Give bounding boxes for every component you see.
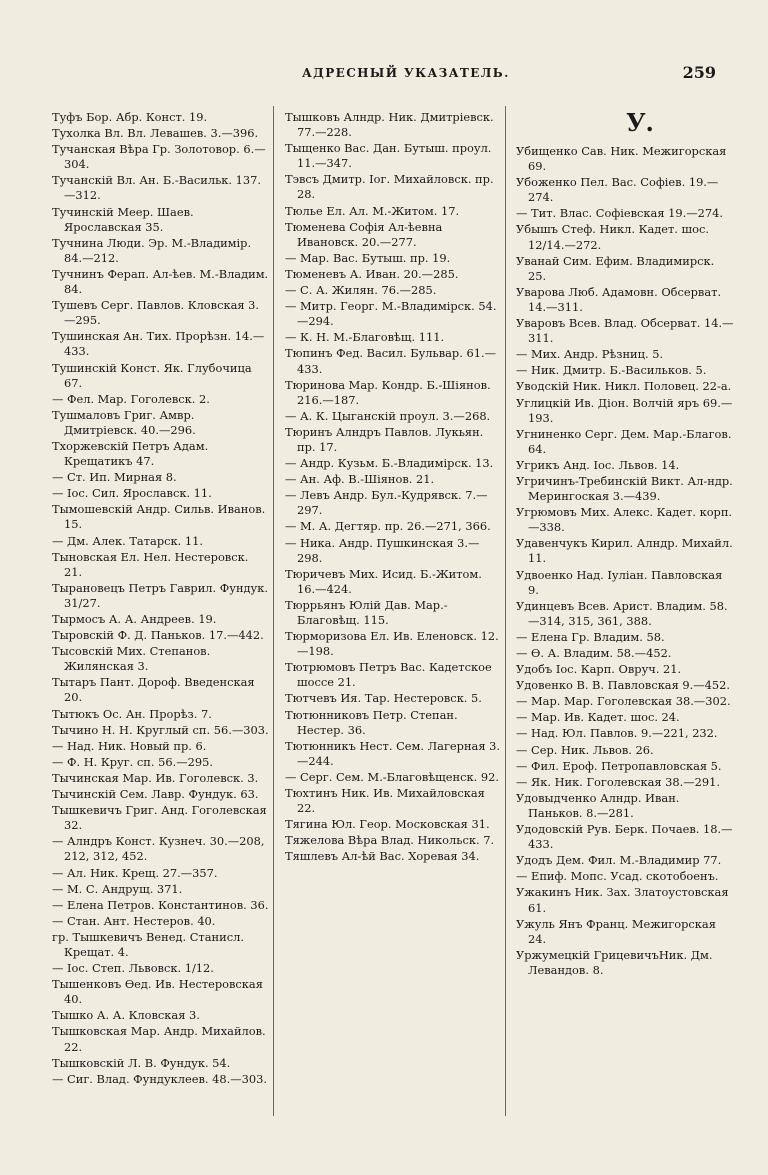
directory-entry: Тышковскій Л. В. Фундук. 54. xyxy=(52,1055,231,1070)
directory-entry: Тюлье Ел. Ал. М.-Житом. 17. xyxy=(285,203,460,218)
directory-entry: Тычинская Мар. Ив. Гоголевск. 3. xyxy=(52,770,259,785)
directory-entry: Угричинъ-Требинскій Викт. Ал-ндр. Мерингоская 3.—439. xyxy=(516,473,733,504)
directory-entry: Тюринова Мар. Кондр. Б.-Шіянов. 216.—187. xyxy=(285,377,491,407)
directory-entry: Угрюмовъ Мих. Алекс. Кадет. корп.—338. xyxy=(516,505,733,535)
directory-entry: Убоженко Пел. Вас. Софіев. 19.—274. xyxy=(516,175,719,205)
directory-entry: — Над. Ник. Новый пр. 6. xyxy=(52,738,207,753)
directory-entry: — Андр. Кузьм. Б.-Владимірск. 13. xyxy=(285,456,494,471)
directory-entry: Тэвсъ Дмитр. Іог. Михайловск. пр. 28. xyxy=(285,172,494,202)
directory-entry: Тырмосъ А. А. Андреев. 19. xyxy=(52,612,217,626)
directory-entry: — Мар. Ив. Кадет. шос. 24. xyxy=(516,710,680,725)
directory-entry: Удодовскій Рув. Берк. Почаев. 18.—433. xyxy=(516,822,733,852)
directory-entry: — С. А. Жилян. 76.—285. xyxy=(285,283,437,298)
directory-entry: — Ѳ. А. Владим. 58.—452. xyxy=(516,646,672,660)
directory-entry: Уварова Люб. Адамовн. Обсерват. 14.—311. xyxy=(516,284,722,314)
directory-entry: — М. А. Дегтяр. пр. 26.—271, 366. xyxy=(285,519,491,534)
directory-entry: Тучанскій Вл. Ан. Б.-Васильк. 137.—312. xyxy=(52,173,262,203)
directory-entry: Тышко А. А. Кловская 3. xyxy=(52,1008,200,1023)
directory-entry: — Ст. Ип. Мирная 8. xyxy=(52,470,177,485)
directory-entry: — Елена Петров. Константинов. 36. xyxy=(52,897,269,912)
directory-entry: — Фил. Ероф. Петропавловская 5. xyxy=(516,758,722,773)
directory-entry: — Ан. Аф. В.-Шіянов. 21. xyxy=(285,472,435,487)
directory-entry: Туфъ Бор. Абр. Конст. 19. xyxy=(52,110,208,124)
directory-entry: Тучанская Вѣра Гр. Золотовор. 6.—304. xyxy=(52,142,266,172)
running-title: АДРЕСНЫЙ УКАЗАТЕЛЬ. xyxy=(302,66,510,80)
directory-entry: — Мих. Андр. Рѣзниц. 5. xyxy=(516,347,664,362)
directory-entry: Тюпинъ Фед. Васил. Бульвар. 61.—433. xyxy=(285,346,496,376)
directory-entry: Тушинская Ан. Тих. Прорѣзн. 14.—433. xyxy=(52,329,265,359)
directory-entry: — А. К. Цыганскій проул. 3.—268. xyxy=(285,408,491,423)
directory-entry: — Фел. Мар. Гоголевск. 2. xyxy=(52,391,210,406)
directory-entry: Тушинскій Конст. Як. Глубочица 67. xyxy=(52,360,252,390)
directory-entry: — Мар. Вас. Бутыш. пр. 19. xyxy=(285,250,451,265)
directory-entry: Тыщенко Вас. Дан. Бутыш. проул. 11.—347. xyxy=(285,141,492,171)
directory-entry: Тырановецъ Петръ Гаврил. Фундук. 31/27. xyxy=(52,580,268,610)
directory-entry: — К. Н. М.-Благовѣщ. 111. xyxy=(285,330,445,345)
directory-entry: Тютюнниковъ Петр. Степан. Нестер. 36. xyxy=(285,707,458,737)
directory-entry: Тышковъ Алндр. Ник. Дмитріевск. 77.—228. xyxy=(285,110,494,140)
directory-entry: Тюрморизова Ел. Ив. Еленовск. 12.—198. xyxy=(285,629,499,659)
directory-entry: гр. Тышкевичъ Венед. Станисл. Крещат. 4. xyxy=(52,929,244,959)
directory-entry: Тучнинъ Ферап. Ал-ѣев. М.-Владим. 84. xyxy=(52,266,269,297)
directory-entry: — Над. Юл. Павлов. 9.—221, 232. xyxy=(516,726,718,741)
directory-entry: — Ф. Н. Круг. сп. 56.—295. xyxy=(52,754,213,769)
directory-entry: Тытюкъ Ос. Ан. Прорѣз. 7. xyxy=(52,706,212,721)
directory-entry: Тюхтинъ Ник. Ив. Михайловская 22. xyxy=(285,786,485,816)
directory-entry: Тюринъ Алндръ Павлов. Лукьян. пр. 17. xyxy=(285,424,484,454)
directory-entry: Тыновская Ел. Нел. Нестеровск. 21. xyxy=(52,549,249,579)
directory-entry: Убищенко Сав. Ник. Межигорская 69. xyxy=(516,144,727,174)
directory-entry: Тухолка Вл. Вл. Левашев. 3.—396. xyxy=(52,126,259,141)
column-3 xyxy=(516,110,734,979)
directory-entry: — Серг. Сем. М.-Благовѣщенск. 92. xyxy=(285,769,499,784)
directory-entry: Тышенковъ Ѳед. Ив. Нестеровская 40. xyxy=(52,977,263,1007)
directory-entry: — Ника. Андр. Пушкинская 3.—298. xyxy=(285,535,480,565)
directory-entry: — Ал. Ник. Крещ. 27.—357. xyxy=(52,865,218,880)
directory-entry: Тхоржевскій Петръ Адам. Крещатикъ 47. xyxy=(52,438,209,469)
directory-entry: Тютрюмовъ Петръ Вас. Кадетское шоссе 21. xyxy=(285,660,492,690)
directory-entry: Тышкевичъ Григ. Анд. Гоголевская 32. xyxy=(52,803,267,833)
directory-entry: Тыровскій Ф. Д. Паньков. 17.—442. xyxy=(52,628,264,643)
directory-entry: Уваровъ Всев. Влад. Обсерват. 14.—311. xyxy=(516,316,734,346)
directory-entry: Тычино Н. Н. Круглый сп. 56.—303. xyxy=(52,722,269,737)
directory-entry: — Дм. Алек. Татарск. 11. xyxy=(52,533,203,548)
directory-entry: Тучинскій Меер. Шаев. Ярославская 35. xyxy=(52,204,194,234)
directory-entry: Тютюнникъ Нест. Сем. Лагерная 3.—244. xyxy=(285,738,501,768)
directory-entry: Удинцевъ Всев. Арист. Владим. 58.—314, 315, 361, 388. xyxy=(516,598,728,628)
directory-entry: — Іос. Степ. Львовск. 1/12. xyxy=(52,961,214,976)
column-divider xyxy=(505,106,506,1116)
directory-entry: Убышъ Стеф. Никл. Кадет. шос. 12/14.—272. xyxy=(516,222,710,252)
directory-entry: Удвоенко Над. Іуліан. Павловская 9. xyxy=(516,567,723,597)
section-letter: У. xyxy=(626,108,654,137)
directory-entry: Тюменевъ А. Иван. 20.—285. xyxy=(285,266,459,281)
directory-entry: — Іос. Сил. Ярославск. 11. xyxy=(52,486,212,501)
directory-entry: Тычинскій Сем. Лавр. Фундук. 63. xyxy=(52,787,259,802)
directory-entry: Удобъ Іос. Карп. Овруч. 21. xyxy=(516,662,682,677)
directory-entry: Удодъ Дем. Фил. М.-Владимир 77. xyxy=(516,853,722,868)
directory-entry: Тымошевскій Андр. Сильв. Иванов. 15. xyxy=(52,502,266,532)
directory-entry: Ужакинъ Ник. Зах. Златоустовская 61. xyxy=(516,885,729,915)
directory-entry: Тягина Юл. Геор. Московская 31. xyxy=(285,817,490,832)
directory-entry: Ужуль Янъ Франц. Межигорская 24. xyxy=(516,916,716,946)
column-1 xyxy=(52,110,270,1088)
page-header xyxy=(52,63,716,86)
directory-entry: — М. С. Андрущ. 371. xyxy=(52,881,183,896)
directory-entry: Тюричевъ Мих. Исид. Б.-Житом. 16.—424. xyxy=(285,566,482,596)
directory-entry: Тюррьянъ Юлій Дав. Мар.-Благовѣщ. 115. xyxy=(285,597,448,627)
directory-entry: Уржумецкій ГрицевичъНик. Дм. Левандов. 8. xyxy=(516,947,713,977)
directory-entry: — Алндръ Конст. Кузнеч. 30.—208, 212, 312, 452. xyxy=(52,834,265,864)
directory-entry: Тушевъ Серг. Павлов. Кловская 3.—295. xyxy=(52,298,260,328)
directory-entry: Угрикъ Анд. Іос. Львов. 14. xyxy=(516,457,680,472)
directory-entry: Тышковская Мар. Андр. Михайлов. 22. xyxy=(52,1024,266,1054)
directory-entry: Тютчевъ Ия. Тар. Нестеровск. 5. xyxy=(285,691,482,706)
column-divider xyxy=(273,106,274,1116)
column-2 xyxy=(285,110,503,866)
directory-entry: — Тит. Влас. Софіевская 19.—274. xyxy=(516,206,724,221)
directory-entry: Тяжелова Вѣра Влад. Никольск. 7. xyxy=(285,833,495,848)
directory-entry: Удовенко В. В. Павловская 9.—452. xyxy=(516,678,731,693)
directory-entry: Удовыдченко Алндр. Иван. Паньков. 8.—281. xyxy=(516,790,680,820)
directory-entry: Тытаръ Пант. Дороф. Введенская 20. xyxy=(52,675,255,705)
page-number: 259 xyxy=(682,63,716,82)
directory-entry: — Ник. Дмитр. Б.-Васильков. 5. xyxy=(516,363,707,378)
directory-entry: — Сер. Ник. Львов. 26. xyxy=(516,742,654,757)
directory-entry: — Сиг. Влад. Фундуклеев. 48.—303. xyxy=(52,1071,268,1086)
directory-entry: Тушмаловъ Григ. Амвр. Дмитріевск. 40.—296. xyxy=(52,407,196,437)
directory-entry: — Мар. Мар. Гоголевская 38.—302. xyxy=(516,694,731,709)
directory-entry: Тюменева Софія Ал-ѣевна Ивановск. 20.—277. xyxy=(285,219,443,249)
directory-entry: — Елена Гр. Владим. 58. xyxy=(516,629,665,644)
directory-entry: — Левъ Андр. Бул.-Кудрявск. 7.—297. xyxy=(285,488,488,518)
directory-entry: — Митр. Георг. М.-Владимірск. 54.—294. xyxy=(285,299,497,329)
directory-entry: Уванай Сим. Ефим. Владимирск. 25. xyxy=(516,253,715,283)
directory-entry: — Стан. Ант. Нестеров. 40. xyxy=(52,913,216,928)
directory-entry: Уводскій Ник. Никл. Половец. 22-а. xyxy=(516,379,732,394)
directory-entry: Тучнина Люди. Эр. М.-Владимір. 84.—212. xyxy=(52,235,252,265)
directory-entry: — Як. Ник. Гоголевская 38.—291. xyxy=(516,774,721,789)
directory-entry: Удавенчукъ Кирил. Алндр. Михайл. 11. xyxy=(516,536,733,566)
directory-entry: Углицкій Ив. Діон. Волчій яръ 69.—193. xyxy=(516,395,733,425)
directory-entry: Тяшлевъ Ал-ѣй Вас. Хоревая 34. xyxy=(285,849,480,864)
directory-entry: Тысовскій Мих. Степанов. Жилянская 3. xyxy=(52,644,211,674)
directory-entry: Угниненко Серг. Дем. Мар.-Благов. 64. xyxy=(516,426,732,456)
directory-entry: — Епиф. Мопс. Усад. скотобоенъ. xyxy=(516,869,719,884)
